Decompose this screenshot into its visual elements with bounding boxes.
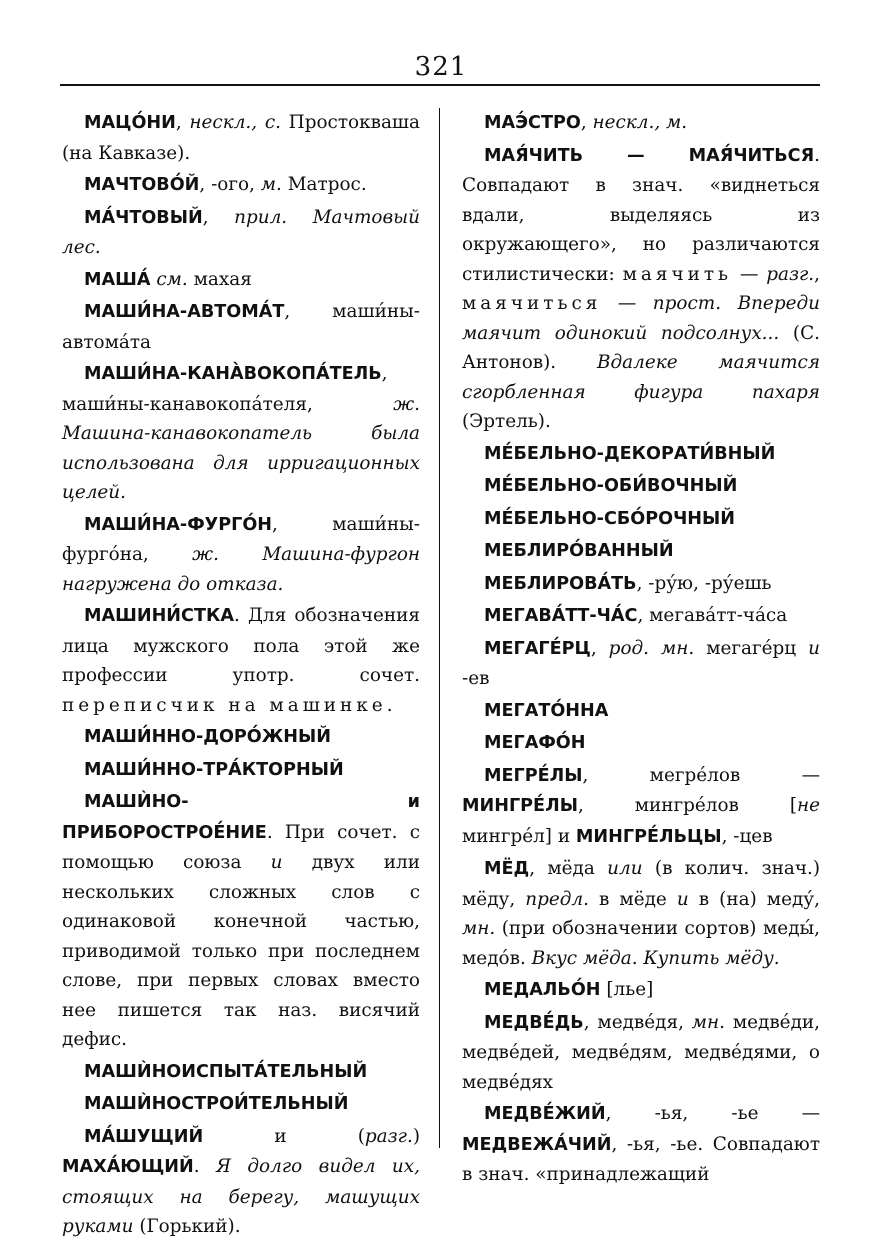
dictionary-entry-megavatt-chas <box>462 601 820 632</box>
dictionary-entry-mashushchii <box>62 1122 420 1242</box>
dictionary-entry-mebelno-sborochnyi <box>462 504 820 535</box>
entry-headword: МЕДВЕ́ЖИЙ <box>484 1104 606 1124</box>
dictionary-entry-megagerts <box>462 634 820 694</box>
entry-italic-text: мн. <box>462 918 496 939</box>
entry-headword: МЕ́БЕЛЬНО-ДЕКОРАТИ́ВНЫЙ <box>484 443 776 464</box>
dictionary-entry-medalyon <box>462 975 820 1006</box>
entry-headword: МЕГАГЕ́РЦ <box>484 638 591 659</box>
entry-text: . Совпадают в знач. «виднеться вдали, выделяясь из окружающего», но различаются стилистически: <box>462 144 820 285</box>
dictionary-entry-mayachit <box>462 141 820 437</box>
left-column <box>62 108 420 1244</box>
dictionary-entry-mashinistka <box>62 601 420 720</box>
dictionary-entry-maestro <box>462 108 820 139</box>
entry-headword: МЕБЛИРО́ВАННЫЙ <box>484 541 674 561</box>
entry-text: Матрос. <box>281 174 367 195</box>
entry-italic-text: и <box>808 637 820 659</box>
dictionary-entry-medvezhii <box>462 1099 820 1190</box>
entry-headword: МАШЍНОИСПЫТА́ТЕЛЬНЫЙ <box>84 1061 368 1082</box>
header-rule <box>60 84 820 86</box>
entry-text: (Эртель). <box>462 411 551 432</box>
dictionary-entry-mashinno-dorozhnyi <box>62 722 420 753</box>
entry-italic-text: разг. <box>364 1125 413 1147</box>
entry-headword: МЕ́БЕЛЬНО-ОБИ́ВОЧНЫЙ <box>484 476 738 496</box>
entry-text: , -ья, -ье. Совпадают в знач. «принадлежащий <box>462 1133 820 1185</box>
entry-headword: МАШИ́НА-ФУРГО́Н <box>84 514 273 535</box>
entry-headword: МАШИ́ННО-ТРА́КТОРНЫЙ <box>84 759 344 780</box>
dictionary-entry-mashina-avtomat <box>62 297 420 357</box>
entry-italic-text: ж. Машина-канавокопатель была использована для ирригационных целей. <box>62 393 420 503</box>
entry-text: , мегава́тт-ча́са <box>637 605 788 626</box>
entry-italic-text: нескл., с. <box>189 112 281 133</box>
entry-headword: МАХА́ЮЩИЙ <box>62 1157 194 1177</box>
dictionary-entry-machtovyi <box>62 203 420 263</box>
entry-text: [лье] <box>600 979 654 1000</box>
entry-italic-text: и <box>676 888 689 910</box>
entry-italic-text: см. <box>156 268 188 290</box>
entry-text: , <box>814 263 820 285</box>
entry-italic-text: Вкус мёда. Купить мёду. <box>531 947 780 969</box>
entry-italic-text: мн. <box>691 1011 725 1033</box>
entry-text: Простокваша (на Кавказе). <box>62 112 420 164</box>
entry-headword: МЕДВЕ́ДЬ <box>484 1012 584 1033</box>
entry-italic-text: Вдалеке маячится сгорбленная фигура пахаря <box>462 352 821 403</box>
dictionary-entry-mashina-kanavokopatel <box>62 359 420 508</box>
dictionary-entry-mebelno-obivochnyi <box>462 471 820 502</box>
entry-text: (Горький). <box>133 1216 241 1237</box>
entry-text: ) <box>412 1125 420 1147</box>
entry-headword: МИНГРЕ́ЛЫ <box>462 796 578 816</box>
entry-text: , мингре́лов [ <box>577 795 797 816</box>
dictionary-entry-matsoni <box>62 108 420 168</box>
dictionary-entry-mashinno-traktornyi <box>62 755 420 786</box>
dictionary-entry-megrely <box>462 761 820 853</box>
entry-italic-text: прост. Впереди маячит одинокий подсолнух... <box>462 293 820 344</box>
entry-headword: МАШЍНОСТРОИ́ТЕЛЬНЫЙ <box>84 1094 349 1114</box>
entry-text: , маши́ны-канавокопа́теля, <box>62 363 394 415</box>
dictionary-entry-mashinoispytatelnyi <box>62 1057 420 1088</box>
entry-text: , маши́ны-автома́та <box>62 301 420 353</box>
entry-headword: МАШИ́НА-КАНА̀ВОКОПА́ТЕЛЬ <box>84 364 382 384</box>
dictionary-entry-meblirovat <box>462 569 820 600</box>
entry-headword: МИНГРЕ́ЛЬЦЫ <box>575 826 722 847</box>
entry-headword: МАЦО́НИ <box>84 113 176 133</box>
entry-italic-text: разг. <box>766 263 815 285</box>
entry-text: двух или нескольких сложных слов с одинаковой конечной частью, приводимой только при последнем слове, при первых словах вместо нее пишется так наз. висячий дефис. <box>62 852 420 1050</box>
entry-text: , <box>175 112 190 133</box>
entry-text: , -ру́ю, -ру́ешь <box>636 572 772 594</box>
entry-text: — <box>601 293 653 314</box>
entry-text: , -ья, -ье — <box>605 1103 820 1124</box>
entry-text: махая <box>187 268 252 290</box>
entry-headword: МЕДВЕЖА́ЧИЙ <box>462 1134 612 1155</box>
page-number: 321 <box>414 52 468 82</box>
entry-text: мингре́л] и <box>462 825 576 847</box>
entry-text: и ( <box>203 1125 365 1147</box>
entry-italic-text: прил. Мачтовый лес. <box>62 206 420 258</box>
entry-spaced-text: переписчик на машинке <box>62 694 387 716</box>
entry-text: (С. Антонов). <box>462 322 820 373</box>
entry-italic-text: род. мн. <box>608 637 695 659</box>
entry-text: , -цев <box>721 825 773 847</box>
entry-headword: МЁД <box>484 859 530 879</box>
dictionary-entry-mashino-priborostroenie <box>62 787 420 1055</box>
dictionary-entry-megafon <box>462 728 820 759</box>
entry-text: в (на) меду́, <box>688 888 820 910</box>
entry-text: (в колич. знач.) мёду, <box>462 858 821 910</box>
entry-text: медве́ди, медве́дей, медве́дям, медве́дями, о медве́дях <box>462 1011 820 1093</box>
entry-text: , <box>580 112 593 133</box>
dictionary-entry-meblirovannyi <box>462 536 820 567</box>
dictionary-entry-medved <box>462 1008 820 1098</box>
column-divider <box>439 108 440 1148</box>
entry-headword: МЕГРЕ́ЛЫ <box>484 765 583 786</box>
entry-italic-text: и <box>270 852 283 873</box>
entry-text: , -ого, <box>199 174 261 195</box>
entry-headword: МАШИ́НА-АВТОМА́Т <box>84 302 285 322</box>
entry-text: , <box>202 206 235 228</box>
entry-italic-text: или <box>607 858 643 879</box>
entry-text: . При сочет. с помощью союза <box>62 821 420 873</box>
dictionary-entry-machtovoi <box>62 170 420 201</box>
entry-spaced-text: маячить <box>622 263 733 285</box>
entry-headword: МЕБЛИРОВА́ТЬ <box>484 573 637 594</box>
entry-headword: МА́ШУЩИЙ <box>84 1126 204 1147</box>
entry-italic-text: Я долго видел их, стоящих на берегу, машущих руками <box>62 1156 420 1237</box>
entry-headword: МЕДАЛЬО́Н <box>484 980 601 1000</box>
entry-headword: МАШЍНО- и ПРИБОРОСТРОЕ́НИЕ <box>62 792 420 843</box>
entry-text: в мёде <box>588 888 677 910</box>
entry-headword: МЕ́БЕЛЬНО-СБО́РОЧНЫЙ <box>484 508 735 529</box>
entry-headword: МАША́ <box>84 269 151 290</box>
entry-text: . <box>386 694 393 716</box>
entry-text: , медве́дя, <box>583 1011 692 1033</box>
dictionary-entry-megatonna <box>462 696 820 727</box>
entry-headword: МАШИ́ННО-ДОРО́ЖНЫЙ <box>84 727 331 747</box>
dictionary-entry-mebelno-dekorativnyi <box>462 439 820 470</box>
entry-text: . Для обозначения лица мужского пола этой же профессии употр. сочет. <box>62 605 420 686</box>
right-column <box>462 108 820 1192</box>
entry-italic-text: м. <box>260 174 282 195</box>
entry-headword: МАЯ́ЧИТЬ — МАЯ́ЧИТЬСЯ <box>484 145 815 166</box>
entry-headword: МАЭ́СТРО <box>484 113 581 133</box>
entry-spaced-text: маячиться <box>462 293 602 314</box>
entry-italic-text: нескл., м. <box>592 112 688 133</box>
entry-headword: МА́ЧТОВЫЙ <box>84 207 203 228</box>
entry-text: -ев <box>462 668 490 689</box>
dictionary-entry-mashinostroitelnyi <box>62 1089 420 1120</box>
entry-text: (при обозначении сортов) меды́, медо́в. <box>462 918 820 969</box>
dictionary-entry-masha <box>62 265 420 296</box>
entry-headword: МАЧТОВО́Й <box>84 175 200 195</box>
entry-headword: МЕГАФО́Н <box>484 733 586 753</box>
entry-text: мегаге́рц <box>694 637 809 659</box>
entry-text: , мёда <box>529 858 608 879</box>
entry-text: . <box>193 1156 217 1177</box>
entry-headword: МЕГАВА́ТТ-ЧА́С <box>484 606 638 626</box>
dictionary-entry-myod <box>462 854 820 973</box>
entry-headword: МЕГАТО́ННА <box>484 700 609 721</box>
entry-text: , мегре́лов — <box>582 764 820 786</box>
entry-text: , маши́ны-фурго́на, <box>62 513 420 565</box>
dictionary-entry-mashina-furgon <box>62 510 420 600</box>
entry-italic-text: предл. <box>525 888 589 910</box>
entry-headword: МАШИНИ́СТКА <box>84 606 234 626</box>
entry-italic-text: ж. Машина-фургон нагружена до отказа. <box>62 544 420 595</box>
entry-text: — <box>732 263 767 285</box>
entry-italic-text: не <box>797 795 820 816</box>
entry-text: , <box>590 637 609 659</box>
